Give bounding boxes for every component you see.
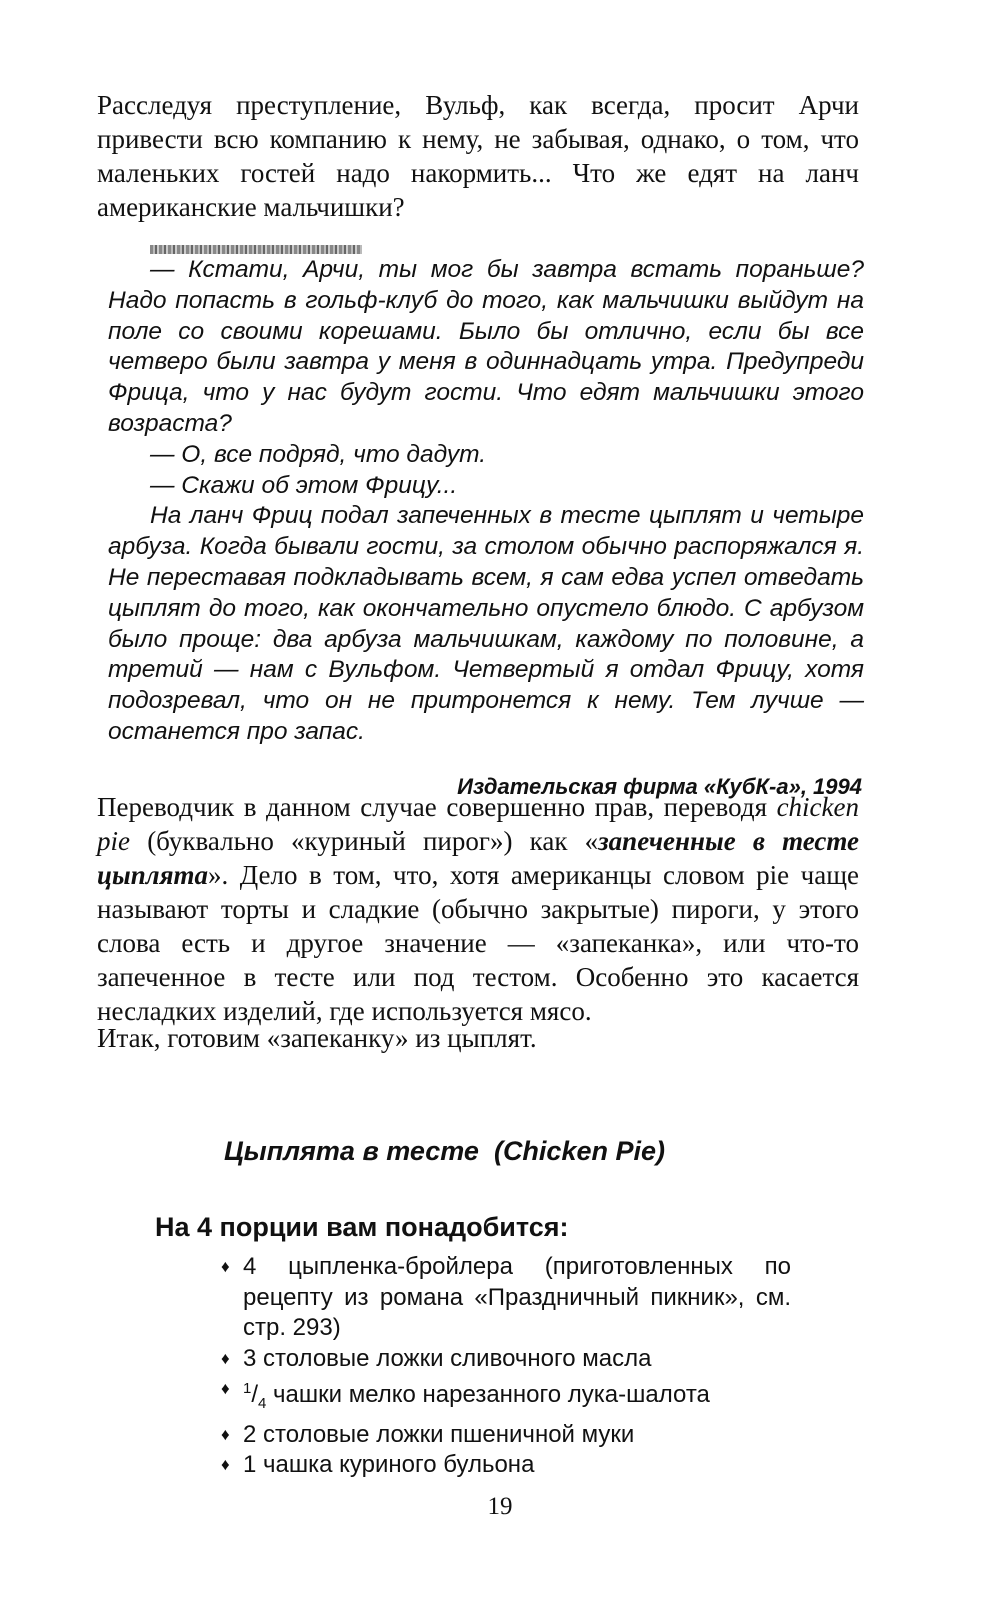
quote-line: На ланч Фриц подал запеченных в тесте цыплят и четыре арбуза. Когда бывали гости, за столом обычно распоряжался я. Не переставая подкладывать всем, я сам едва успел отведать цыплят до того, как окончательно опустело блюдо. С арбузом было проще: два арбуза мальчишкам, каждому по половине, а третий — нам с Вульфом. Четвертый я отдал Фрицу, хотя подозревал, что он не притронется к нему. Тем лучше — останется про запас. bbox=[108, 502, 864, 745]
list-item bbox=[221, 1344, 791, 1375]
ingredient-text: чашки мелко нарезанного лука-шалота bbox=[273, 1381, 710, 1408]
closing-text: Итак, готовим «запеканку» из цыплят. bbox=[97, 1023, 537, 1053]
page-number: 19 bbox=[487, 1493, 513, 1520]
diamond-bullet-icon: ♦ bbox=[221, 1455, 230, 1474]
diamond-bullet-icon: ♦ bbox=[221, 1257, 230, 1276]
novel-quote bbox=[108, 255, 864, 748]
translation-term: запеченные в тесте цыплята bbox=[97, 826, 860, 890]
commentary-text bbox=[97, 790, 859, 1028]
closing-paragraph bbox=[97, 1021, 859, 1055]
ingredient-text: 3 столовые ложки сливочного масла bbox=[243, 1344, 652, 1372]
ingredient-text: 4 цыпленка-бройлера (приготовленных по рецепту из романа «Праздничный пикник», см. стр. 293) bbox=[243, 1253, 791, 1341]
intro-text: Расследуя преступление, Вульф, как всегда, просит Арчи привести всю компанию к нему, не забывая, однако, о том, что маленьких гостей надо накормить... Что же едят на ланч американские мальчишки? bbox=[97, 90, 859, 222]
commentary-part3: ». Дело в том, что, хотя американцы словом pie чаще называют торты и сладкие (обычно закрытые) пироги, у этого слова есть и другое значение — «запеканка», или что-то запеченное в тесте или под тестом. Особенно это касается несладких изделий, где используется мясо. bbox=[97, 860, 859, 1026]
quote-source: Издательская фирма «КубК-а», 1994 bbox=[457, 774, 862, 799]
quote-line: — Кстати, Арчи, ты мог бы завтра встать пораньше? Надо попасть в гольф-клуб до того, как мальчишки выйдут на поле со своими корешами. Было бы отлично, если бы все четверо были завтра у меня в одиннадцать утра. Предупреди Фрица, что у нас будут гости. Что едят мальчишки этого возраста? bbox=[108, 256, 864, 437]
fraction-denominator: 4 bbox=[258, 1395, 267, 1412]
diamond-bullet-icon: ♦ bbox=[221, 1348, 230, 1368]
ingredient-text: 2 столовые ложки пшеничной муки bbox=[243, 1420, 635, 1448]
servings-heading: На 4 порции вам понадобится: bbox=[155, 1212, 569, 1242]
list-item bbox=[221, 1450, 791, 1481]
english-term: chicken pie bbox=[97, 792, 859, 856]
list-item bbox=[221, 1252, 791, 1344]
recipe-title: Цыплята в тесте (Chicken Pie) bbox=[224, 1136, 665, 1166]
commentary-paragraph bbox=[97, 790, 859, 1028]
list-item bbox=[221, 1374, 791, 1420]
quote-line: — О, все подряд, что дадут. bbox=[150, 440, 487, 468]
list-item bbox=[221, 1420, 791, 1451]
fraction-numerator: 1 bbox=[243, 1380, 252, 1397]
commentary-part1: Переводчик в данном случае совершенно прав, переводя bbox=[97, 792, 777, 822]
diamond-bullet-icon: ♦ bbox=[221, 1379, 230, 1398]
ingredient-text: 1 чашка куриного бульона bbox=[243, 1451, 535, 1478]
ingredient-list bbox=[221, 1252, 791, 1481]
ingredient-fraction-line bbox=[243, 1374, 791, 1420]
commentary-part2: (буквально «куриный пирог») как « bbox=[130, 826, 599, 856]
diamond-bullet-icon: ♦ bbox=[221, 1424, 230, 1444]
fraction-slash: / bbox=[251, 1381, 259, 1408]
quote-line: — Скажи об этом Фрицу... bbox=[150, 471, 458, 499]
intro-paragraph bbox=[97, 88, 859, 224]
quote-separator bbox=[150, 245, 362, 254]
